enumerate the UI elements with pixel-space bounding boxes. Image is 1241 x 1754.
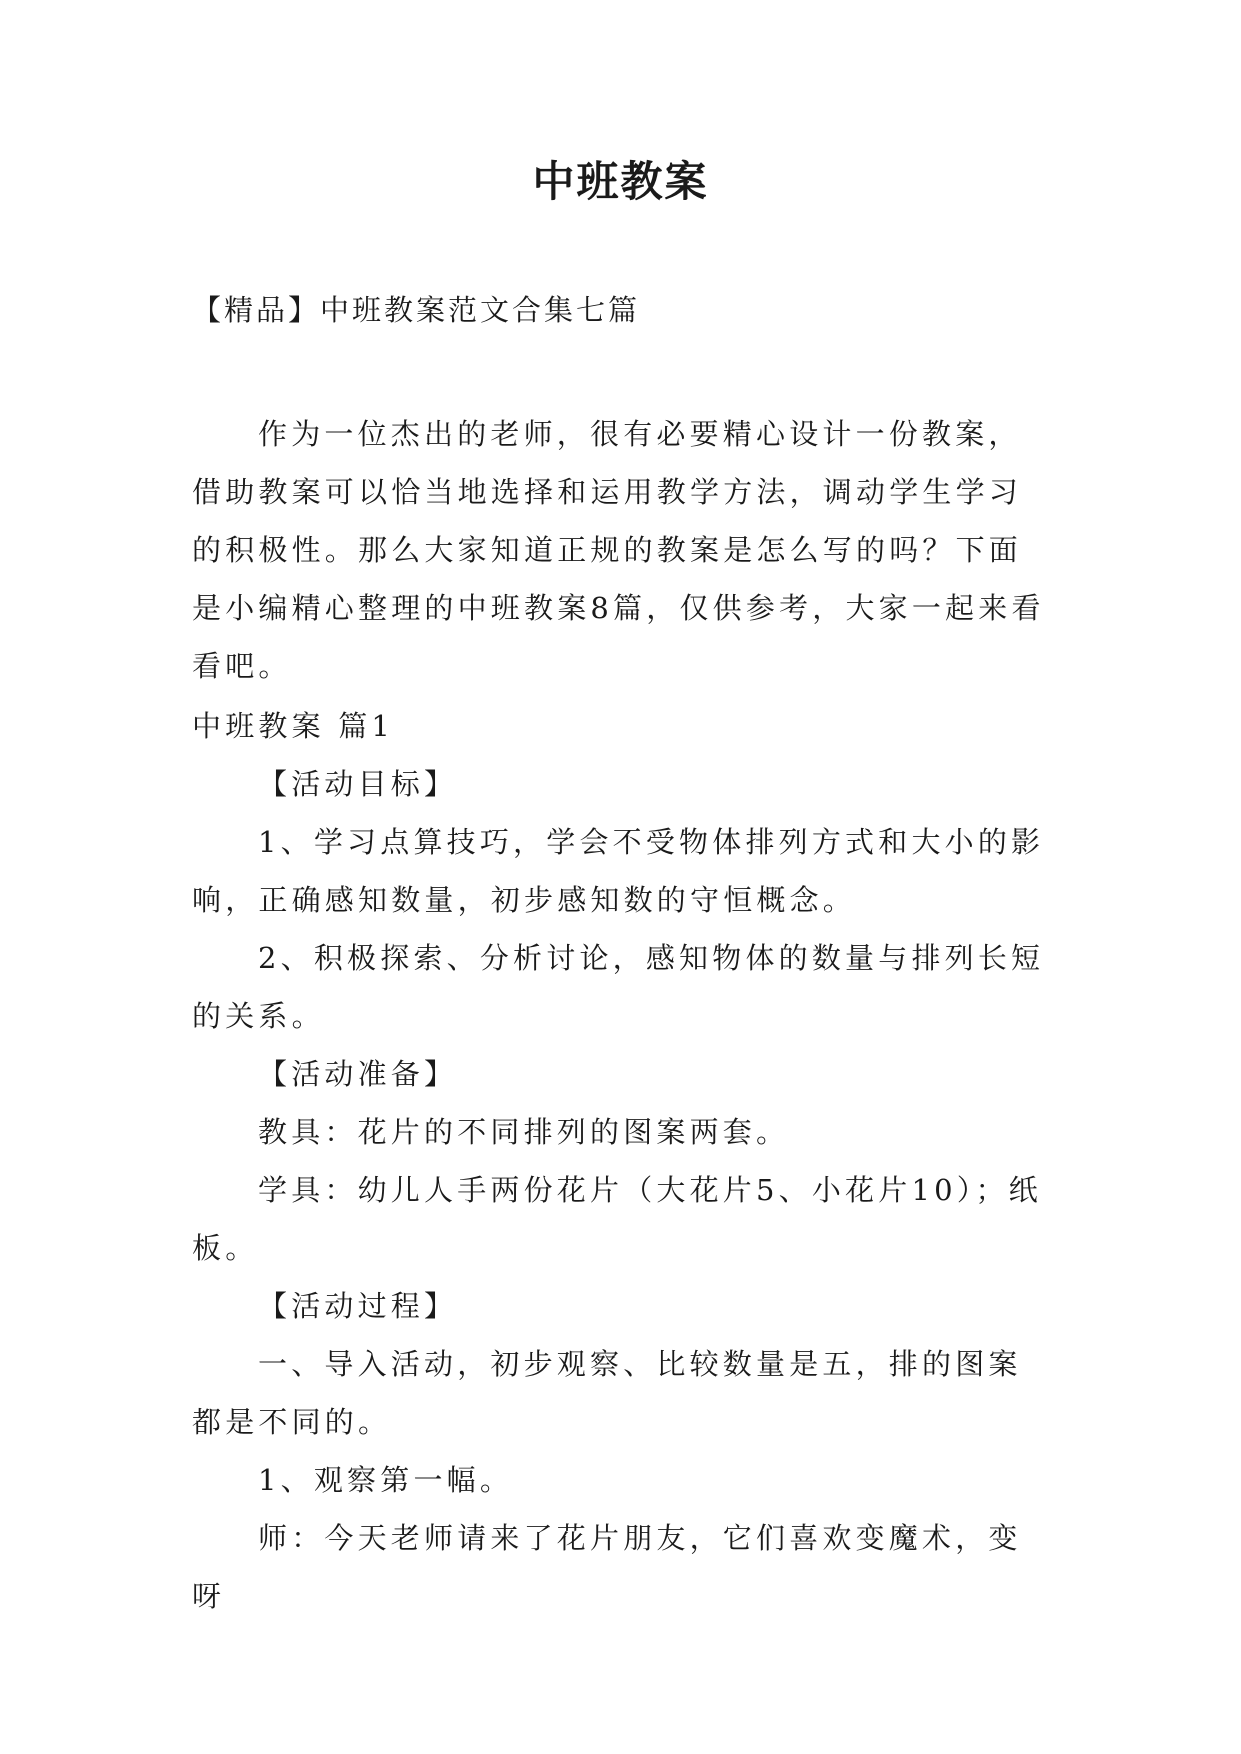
heading-activity-process: 【活动过程】 xyxy=(258,1289,458,1323)
document-subtitle: 【精品】中班教案范文合集七篇 xyxy=(192,293,641,327)
heading-activity-goals: 【活动目标】 xyxy=(258,767,458,801)
intro-paragraph: 作为一位杰出的老师，很有必要精心设计一份教案，借助教案可以恰当地选择和运用教学方法，调动学生学习的积极性。那么大家知道正规的教案是怎么写的吗？下面是小编精心整理的中班教案8篇，仅供参考，大家一起来看看吧。 xyxy=(192,417,1045,683)
paragraph-goal-2: 2、积极探索、分析讨论，感知物体的数量与排列长短的关系。 xyxy=(192,941,1045,1033)
document-title: 中班教案 xyxy=(532,157,709,206)
heading-activity-preparation: 【活动准备】 xyxy=(258,1057,458,1091)
paragraph-teaching-aids: 教具：花片的不同排列的图案两套。 xyxy=(258,1115,790,1149)
section-heading: 中班教案 篇1 xyxy=(192,709,395,743)
paragraph-goal-1: 1、学习点算技巧，学会不受物体排列方式和大小的影响，正确感知数量，初步感知数的守恒概念。 xyxy=(192,825,1045,917)
paragraph-learning-aids: 学具：幼儿人手两份花片（大花片5、小花片10）；纸板。 xyxy=(192,1173,1042,1265)
paragraph-teacher-speech: 师：今天老师请来了花片朋友，它们喜欢变魔术，变呀 xyxy=(192,1521,1022,1613)
paragraph-observe-first: 1、观察第一幅。 xyxy=(258,1463,514,1497)
paragraph-process-step-1: 一、导入活动，初步观察、比较数量是五，排的图案都是不同的。 xyxy=(192,1347,1022,1439)
document-body xyxy=(192,697,1052,1625)
